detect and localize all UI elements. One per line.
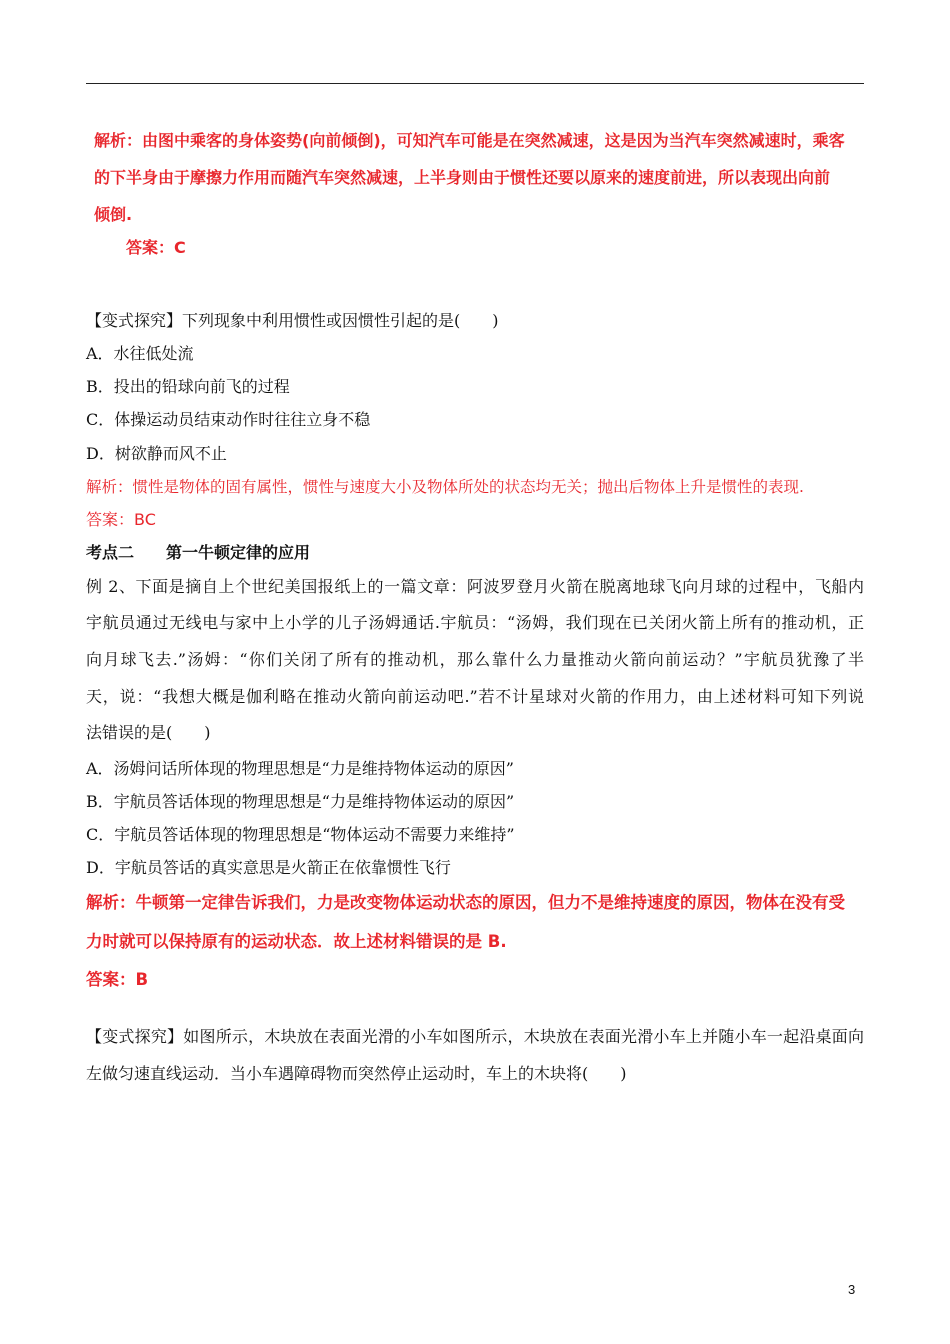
variant-1-question: 【变式探究】下列现象中利用惯性或因惯性引起的是( ) [86,311,499,330]
header-rule [86,83,864,84]
example-2-option-a: A．汤姆问话所体现的物理思想是“力是维持物体运动的原因” [86,759,514,778]
variant-1-option-b: B．投出的铅球向前飞的过程 [86,377,290,396]
analysis-1-line-1: 解析：由图中乘客的身体姿势(向前倾倒)，可知汽车可能是在突然减速，这是因为当汽车突然减速时，乘客 [94,131,845,150]
variant-1-option-c: C．体操运动员结束动作时往往立身不稳 [86,410,371,429]
answer-1: 答案：C [126,238,186,257]
example-2-line-5: 法错误的是( ) [86,723,211,742]
section-2-heading: 考点二 第一牛顿定律的应用 [86,543,311,562]
analysis-1-line-2: 的下半身由于摩擦力作用而随汽车突然减速，上半身则由于惯性还要以原来的速度前进，所以表现出向前 [94,168,831,187]
variant-1-answer: 答案：BC [86,510,156,529]
variant-1-option-d: D．树欲静而风不止 [86,444,227,463]
example-2-line-1: 例 2、下面是摘自上个世纪美国报纸上的一篇文章：阿波罗登月火箭在脱离地球飞向月球的过程中，飞船内 [86,577,864,596]
example-2-option-b: B．宇航员答话体现的物理思想是“力是维持物体运动的原因” [86,792,515,811]
example-2-answer: 答案：B [86,970,149,989]
example-2-line-3: 向月球飞去.”汤姆：“你们关闭了所有的推动机，那么靠什么力量推动火箭向前运动？”宇航员犹豫了半 [86,650,864,669]
example-2-line-2: 宇航员通过无线电与家中上小学的儿子汤姆通话.宇航员：“汤姆，我们现在已关闭火箭上所有的推动机，正 [86,613,864,632]
example-2-analysis-line-2: 力时就可以保持原有的运动状态．故上述材料错误的是 B. [86,932,507,951]
page-number: 3 [848,1282,856,1297]
variant-2-line-2: 左做匀速直线运动．当小车遇障碍物而突然停止运动时，车上的木块将( ) [86,1064,627,1083]
variant-2-line-1: 【变式探究】如图所示，木块放在表面光滑的小车如图所示，木块放在表面光滑小车上并随小车一起沿桌面向 [86,1027,864,1046]
example-2-line-4: 天，说：“我想大概是伽利略在推动火箭向前运动吧.”若不计星球对火箭的作用力，由上述材料可知下列说 [86,687,864,706]
variant-1-analysis: 解析：惯性是物体的固有属性，惯性与速度大小及物体所处的状态均无关；抛出后物体上升是惯性的表现. [86,478,804,496]
example-2-option-d: D．宇航员答话的真实意思是火箭正在依靠惯性飞行 [86,858,451,877]
example-2-analysis-line-1: 解析：牛顿第一定律告诉我们，力是改变物体运动状态的原因，但力不是维持速度的原因，物体在没有受 [86,893,845,912]
example-2-option-c: C．宇航员答话体现的物理思想是“物体运动不需要力来维持” [86,825,515,844]
variant-1-option-a: A．水往低处流 [86,344,194,363]
analysis-1-line-3: 倾倒. [94,205,133,224]
